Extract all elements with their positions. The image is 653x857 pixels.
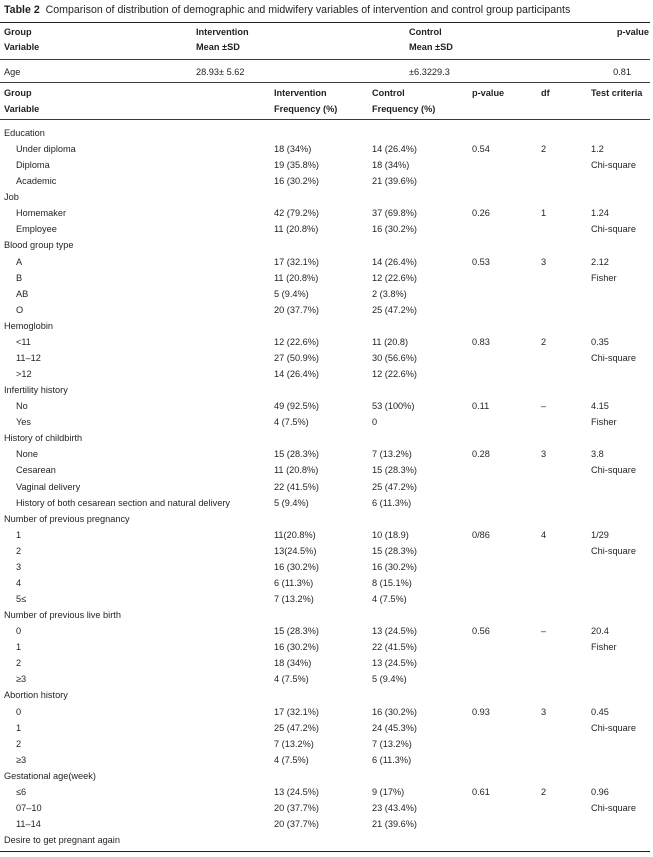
row-label: 11–14 <box>16 819 41 829</box>
cell-control: 14 (26.4%) <box>372 144 417 154</box>
row-label: 2 <box>16 658 22 668</box>
row-label: Academic <box>16 176 57 186</box>
cell-test: 0.45 <box>591 707 609 717</box>
cell-control: 8 (15.1%) <box>372 578 412 588</box>
cell-intervention: 17 (32.1%) <box>274 707 319 717</box>
section-label: Infertility history <box>4 385 68 395</box>
row-label: ≤6 <box>16 787 27 797</box>
row-label: Yes <box>16 417 31 427</box>
cell-test: 3.8 <box>591 449 604 459</box>
main-header-variable: Variable <box>4 104 40 114</box>
row-label: 1 <box>16 723 22 733</box>
cell-df: 1 <box>541 208 547 218</box>
cell-test: 20.4 <box>591 626 609 636</box>
cell-control: 4 (7.5%) <box>372 594 407 604</box>
table-caption <box>4 3 649 17</box>
row-label: No <box>16 401 28 411</box>
cell-control: 53 (100%) <box>372 401 415 411</box>
cell-test: Chi-square <box>591 160 636 170</box>
cell-pvalue: 0.56 <box>472 626 490 636</box>
cell-intervention: 13 (24.5%) <box>274 787 319 797</box>
row-label: 0 <box>16 626 22 636</box>
cell-intervention: 4 (7.5%) <box>274 755 309 765</box>
row-label: Homemaker <box>16 208 67 218</box>
row-label: 1 <box>16 642 22 652</box>
cell-control: 16 (30.2%) <box>372 707 417 717</box>
cell-control: 6 (11.3%) <box>372 498 412 508</box>
section-label: Hemoglobin <box>4 321 54 331</box>
main-header-group: Group <box>4 88 32 98</box>
row-label: AB <box>16 289 29 299</box>
cell-intervention: 25 (47.2%) <box>274 723 319 733</box>
cell-control: 15 (28.3%) <box>372 546 417 556</box>
cell-pvalue: 0.26 <box>472 208 490 218</box>
age-control: ±6.3229.3 <box>409 67 450 77</box>
main-header-control: Control <box>372 88 405 98</box>
header-mean-sd-control: Mean ±SD <box>409 42 453 52</box>
cell-control: 37 (69.8%) <box>372 208 417 218</box>
cell-pvalue: 0.83 <box>472 337 490 347</box>
cell-pvalue: 0.11 <box>472 401 490 411</box>
cell-control: 10 (18.9) <box>372 530 409 540</box>
cell-test: Chi-square <box>591 224 636 234</box>
cell-pvalue: 0.61 <box>472 787 490 797</box>
cell-intervention: 4 (7.5%) <box>274 674 309 684</box>
cell-intervention: 15 (28.3%) <box>274 626 319 636</box>
cell-test: Chi-square <box>591 353 636 363</box>
cell-control: 25 (47.2%) <box>372 482 417 492</box>
cell-intervention: 11 (20.8%) <box>274 465 319 475</box>
row-label: A <box>16 257 23 267</box>
cell-pvalue: 0/86 <box>472 530 490 540</box>
cell-intervention: 22 (41.5%) <box>274 482 319 492</box>
cell-intervention: 13(24.5%) <box>274 546 317 556</box>
row-label: History of both cesarean section and natural delivery <box>16 498 230 508</box>
cell-test: 4.15 <box>591 401 609 411</box>
row-label: 4 <box>16 578 22 588</box>
cell-control: 14 (26.4%) <box>372 257 417 267</box>
cell-control: 12 (22.6%) <box>372 369 417 379</box>
cell-control: 6 (11.3%) <box>372 755 412 765</box>
header-mean-sd-intervention: Mean ±SD <box>196 42 240 52</box>
header-rule <box>0 59 650 60</box>
cell-test: 2.12 <box>591 257 609 267</box>
cell-intervention: 7 (13.2%) <box>274 739 314 749</box>
main-header-control-freq: Frequency (%) <box>372 104 436 114</box>
cell-intervention: 5 (9.4%) <box>274 289 309 299</box>
cell-df: 2 <box>541 337 547 347</box>
row-label: ≥3 <box>16 674 27 684</box>
row-label: 2 <box>16 546 22 556</box>
row-label: Under diploma <box>16 144 76 154</box>
cell-intervention: 19 (35.8%) <box>274 160 319 170</box>
cell-intervention: 5 (9.4%) <box>274 498 309 508</box>
cell-control: 24 (45.3%) <box>372 723 417 733</box>
header-pvalue: p-value <box>616 27 649 37</box>
row-label: 07–10 <box>16 803 42 813</box>
main-header-pvalue: p-value <box>472 88 505 98</box>
row-label: 0 <box>16 707 22 717</box>
main-header-rule <box>0 119 650 120</box>
section-label: Number of previous pregnancy <box>4 514 130 524</box>
row-label: ≥3 <box>16 755 27 765</box>
cell-intervention: 16 (30.2%) <box>274 562 319 572</box>
cell-control: 25 (47.2%) <box>372 305 417 315</box>
cell-intervention: 11 (20.8%) <box>274 224 319 234</box>
cell-intervention: 27 (50.9%) <box>274 353 319 363</box>
row-label: 11–12 <box>16 353 41 363</box>
cell-intervention: 16 (30.2%) <box>274 642 319 652</box>
cell-test: Fisher <box>591 642 617 652</box>
cell-intervention: 11(20.8%) <box>274 530 316 540</box>
cell-intervention: 18 (34%) <box>274 658 312 668</box>
cell-intervention: 18 (34%) <box>274 144 312 154</box>
cell-df: 2 <box>541 787 547 797</box>
section-label: Gestational age(week) <box>4 771 96 781</box>
cell-test: Chi-square <box>591 465 636 475</box>
table-title: Comparison of distribution of demographic and midwifery variables of intervention and control group participants <box>45 4 571 16</box>
cell-test: 0.96 <box>591 787 609 797</box>
cell-test: 0.35 <box>591 337 609 347</box>
bottom-rule <box>0 851 650 852</box>
cell-intervention: 17 (32.1%) <box>274 257 319 267</box>
cell-control: 15 (28.3%) <box>372 465 417 475</box>
section-label: Desire to get pregnant again <box>4 835 120 845</box>
cell-test: Chi-square <box>591 723 636 733</box>
cell-intervention: 12 (22.6%) <box>274 337 319 347</box>
cell-test: Chi-square <box>591 803 636 813</box>
cell-df: 2 <box>541 144 547 154</box>
row-label: <11 <box>16 337 31 347</box>
row-label: Vaginal delivery <box>16 482 81 492</box>
row-label: Cesarean <box>16 465 56 475</box>
row-label: >12 <box>16 369 32 379</box>
age-pvalue: 0.81 <box>613 67 631 77</box>
cell-df: 4 <box>541 530 547 540</box>
main-header-test: Test criteria <box>591 88 643 98</box>
section-label: Number of previous live birth <box>4 610 121 620</box>
cell-intervention: 4 (7.5%) <box>274 417 309 427</box>
age-intervention: 28.93± 5.62 <box>196 67 245 77</box>
cell-control: 9 (17%) <box>372 787 405 797</box>
age-label: Age <box>4 67 21 77</box>
cell-control: 30 (56.6%) <box>372 353 417 363</box>
row-label: 3 <box>16 562 22 572</box>
cell-intervention: 14 (26.4%) <box>274 369 319 379</box>
row-label: B <box>16 273 23 283</box>
cell-test: 1.24 <box>591 208 609 218</box>
cell-control: 12 (22.6%) <box>372 273 417 283</box>
main-header-intervention-freq: Frequency (%) <box>274 104 338 114</box>
cell-intervention: 49 (92.5%) <box>274 401 319 411</box>
row-label: 2 <box>16 739 22 749</box>
main-header-intervention: Intervention <box>274 88 327 98</box>
age-rule <box>0 82 650 83</box>
row-label: Employee <box>16 224 57 234</box>
table-label: Table 2 <box>4 4 40 16</box>
section-label: Job <box>4 192 19 202</box>
cell-test: 1/29 <box>591 530 609 540</box>
cell-control: 13 (24.5%) <box>372 658 417 668</box>
cell-control: 16 (30.2%) <box>372 224 417 234</box>
section-label: Blood group type <box>4 240 74 250</box>
cell-df: – <box>541 401 547 411</box>
row-label: 1 <box>16 530 22 540</box>
cell-intervention: 15 (28.3%) <box>274 449 319 459</box>
row-label: O <box>16 305 24 315</box>
cell-df: – <box>541 626 547 636</box>
cell-control: 7 (13.2%) <box>372 739 412 749</box>
cell-df: 3 <box>541 257 547 267</box>
cell-intervention: 20 (37.7%) <box>274 819 319 829</box>
cell-intervention: 7 (13.2%) <box>274 594 314 604</box>
cell-control: 2 (3.8%) <box>372 289 407 299</box>
row-label: Diploma <box>16 160 50 170</box>
cell-pvalue: 0.93 <box>472 707 490 717</box>
cell-intervention: 6 (11.3%) <box>274 578 314 588</box>
cell-control: 0 <box>372 417 378 427</box>
header-group: Group <box>4 27 32 37</box>
cell-test: Fisher <box>591 273 617 283</box>
row-label: 5≤ <box>16 594 27 604</box>
cell-df: 3 <box>541 707 547 717</box>
cell-test: Chi-square <box>591 546 636 556</box>
cell-intervention: 20 (37.7%) <box>274 803 319 813</box>
cell-control: 5 (9.4%) <box>372 674 407 684</box>
cell-control: 22 (41.5%) <box>372 642 417 652</box>
cell-pvalue: 0.53 <box>472 257 490 267</box>
main-header-df: df <box>541 88 550 98</box>
cell-intervention: 11 (20.8%) <box>274 273 319 283</box>
cell-control: 18 (34%) <box>372 160 410 170</box>
header-intervention: Intervention <box>196 27 249 37</box>
top-rule <box>0 22 650 23</box>
section-label: Education <box>4 128 45 138</box>
cell-control: 7 (13.2%) <box>372 449 412 459</box>
header-variable: Variable <box>4 42 40 52</box>
cell-intervention: 42 (79.2%) <box>274 208 319 218</box>
cell-control: 13 (24.5%) <box>372 626 417 636</box>
cell-control: 11 (20.8) <box>372 337 409 347</box>
cell-intervention: 16 (30.2%) <box>274 176 319 186</box>
cell-intervention: 20 (37.7%) <box>274 305 319 315</box>
section-label: Abortion history <box>4 690 68 700</box>
section-label: History of childbirth <box>4 433 83 443</box>
cell-pvalue: 0.54 <box>472 144 490 154</box>
row-label: None <box>16 449 38 459</box>
cell-control: 16 (30.2%) <box>372 562 417 572</box>
cell-control: 23 (43.4%) <box>372 803 417 813</box>
cell-test: Fisher <box>591 417 617 427</box>
cell-df: 3 <box>541 449 547 459</box>
cell-control: 21 (39.6%) <box>372 176 417 186</box>
cell-test: 1.2 <box>591 144 604 154</box>
cell-pvalue: 0.28 <box>472 449 490 459</box>
header-control: Control <box>409 27 442 37</box>
cell-control: 21 (39.6%) <box>372 819 417 829</box>
